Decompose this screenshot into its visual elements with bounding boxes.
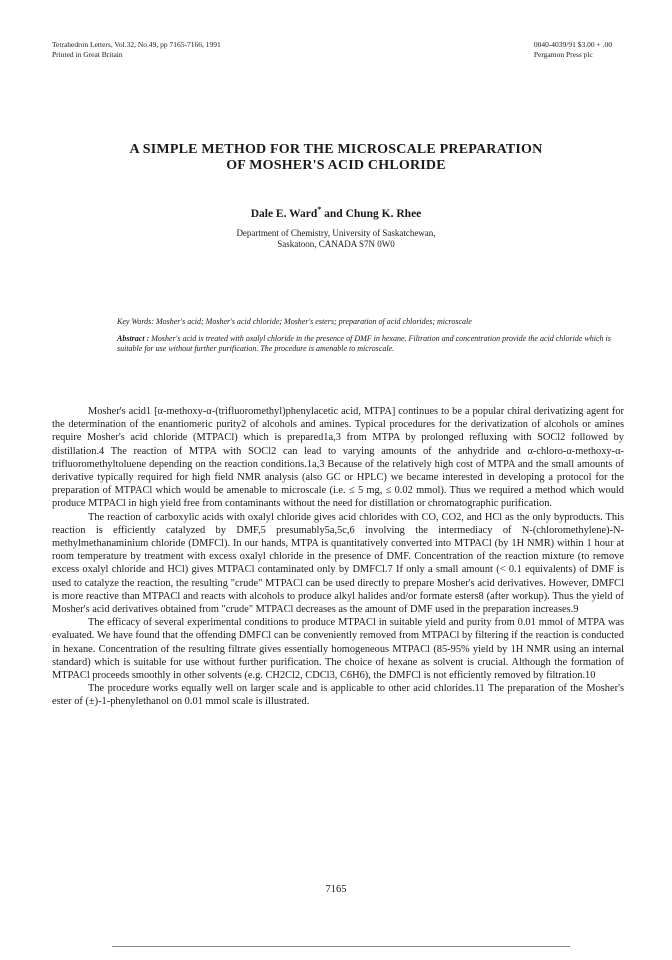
author-joiner: and [321,207,346,220]
publisher-info [534,40,612,60]
author-2: Chung K. Rhee [345,207,422,220]
paragraph-1: Mosher's acid1 [α-methoxy-α-(trifluoromethyl)phenylacetic acid, MTPA] continues to be a popular chiral derivatizing agent for the determination of the enantiomeric purity2 of alcohols and amines. Typical procedures for the derivatization of alcohols or amines require Mosher's acid chloride (MTPACl) which is prepared1a,3 from MTPA by prolonged refluxing with SOCl2 followed by distillation.4 The reaction of MTPA with SOCl2 can lead to varying amounts of the anhydride and α-chloro-α-methoxy-α-trifluoromethyltoluene depending on the reaction conditions.1a,3 Because of the relatively high cost of MTPA and the small amounts of derivative typically required for high field NMR analysis (also GC or HPLC) we became interested in developing a protocol for the preparation of MTPACl which would be amenable to microscale (i.e. ≤ 5 mg, ≤ 0.02 mmol). Thus we required a method which would produce MTPACl in high yield free from contaminants without the need for distillation or chromatographic purification. [52,406,624,510]
paragraph-3: The efficacy of several experimental conditions to produce MTPACl in suitable yield and purity from 0.01 mmol of MTPA was evaluated. We have found that the offending DMFCl can be conveniently removed from MTPACl by filtering if the reaction is conducted in hexane. Concentration of the resulting filtrate gives essentially homogeneous MTPACl (85-95% yield by 1H NMR using an internal standard) which is suitable for use without further purification. The choice of hexane as solvent is crucial. Although the formation of MTPACl proceeds smoothly in other solvents (e.g. CH2Cl2, CDCl3, C6H6), the DMFCl is not efficiently removed by filtration.10 [52,617,624,682]
corresponding-mark: * [317,205,322,214]
keywords: Key Words: Mosher's acid; Mosher's acid chloride; Mosher's esters; preparation of acid chlorides; microscale [117,317,472,326]
publisher-name: Pergamon Press plc [533,50,593,59]
citation-line: Tetrahedron Letters, Vol.32, No.49, pp 7165-7166, 1991 [52,40,221,49]
affiliation-line-2: Saskatoon, CANADA S7N 0W0 [277,238,395,249]
affiliation-line-1: Department of Chemistry, University of Saskatchewan, [236,228,436,238]
body-text [52,405,624,709]
price-code: 0040-4039/91 $3.00 + .00 [533,40,612,49]
page-number: 7165 [325,884,347,895]
paper-title [40,142,632,174]
paragraph-2: The reaction of carboxylic acids with oxalyl chloride gives acid chlorides with CO, CO2, and HCl as the only byproducts. This reaction is efficiently catalyzed by DMF,5 presumably5a,5c,6 involving the intermediacy of N-(chloromethylene)-N-methylmethanaminium chloride (DMFCl). In our hands, MTPA is quantitatively converted into MTPACl (by 1H NMR) within 1 hour at room temperature by treatment with excess oxalyl chloride in the presence of DMF. Concentration of the reaction mixture (to remove excess oxalyl chloride and HCl) gives MTPACl contaminated only by DMFCl.7 If only a small amount (< 0.1 equivalents) of DMF is used to catalyze the reaction, the resulting "crude" MTPACl can be used directly to prepare Mosher's acid derivatives. However, DMFCl is more reactive than MTPACl and reacts with alcohols to produce alkyl halides and/or formate esters8 (after workup). Thus the yield of Mosher's acid derivatives obtained from "crude" MTPACl decreases as the amount of DMF used in the preparation increases.9 [52,511,624,616]
footer-rule [112,946,570,947]
abstract-text: Mosher's acid is treated with oxalyl chloride in the presence of DMF in hexane. Filtration and concentration provide the acid chloride which is suitable for use without further purification. The procedure is amenable to microscale. [117,334,611,353]
abstract-label: Abstract : [117,334,150,343]
printed-in-line: Printed in Great Britain [52,50,123,59]
journal-citation [52,40,221,60]
paragraph-4: The procedure works equally well on larger scale and is applicable to other acid chlorides.11 The preparation of the Mosher's ester of (±)-1-phenylethanol on 0.01 mmol scale is illustrated. [52,683,624,708]
title-line-1: A SIMPLE METHOD FOR THE MICROSCALE PREPARATION [129,142,543,157]
author-1: Dale E. Ward [250,207,318,220]
affiliation [40,228,632,249]
abstract [117,334,617,354]
author-list [40,205,632,220]
title-line-2: OF MOSHER'S ACID CHLORIDE [226,158,446,173]
